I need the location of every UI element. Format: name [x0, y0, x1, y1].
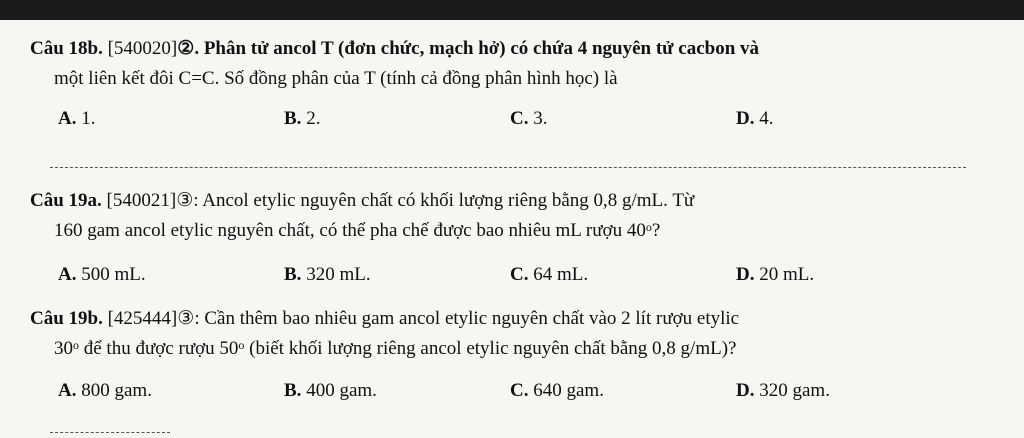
question-text: : Cần thêm bao nhiêu gam ancol etylic nguyên chất vào 2 lít rượu etylic — [194, 308, 740, 329]
document-page — [0, 20, 1024, 438]
question-label: Câu 18b. — [30, 38, 103, 59]
answer-option: B. 400 gam. — [284, 380, 377, 401]
difficulty-mark: ② — [177, 38, 195, 59]
question-text: . Phân tử ancol T (đơn chức, mạch hở) có chứa 4 nguyên tử cacbon và — [194, 38, 760, 59]
answer-option: C. 3. — [510, 108, 548, 129]
dashed-divider — [50, 167, 966, 168]
answers-19a — [58, 264, 958, 294]
question-code: [425444] — [107, 308, 178, 329]
answer-option: B. 2. — [284, 108, 321, 129]
answer-option: D. 20 mL. — [736, 264, 815, 285]
difficulty-mark: ③ — [176, 190, 194, 211]
question-text: : Ancol etylic nguyên chất có khối lượng riêng bằng 0,8 g/mL. Từ — [193, 190, 695, 211]
answers-19b — [58, 380, 958, 410]
answer-option: A. 800 gam. — [58, 380, 152, 401]
question-18b-line2: một liên kết đôi C=C. Số đồng phân của T (tính cả đồng phân hình học) là — [54, 68, 618, 89]
question-code: [540021] — [106, 190, 177, 211]
answer-option: A. 1. — [58, 108, 96, 129]
question-code: [540020] — [107, 38, 178, 59]
question-19a-line1 — [30, 186, 990, 216]
question-label: Câu 19a. — [30, 190, 102, 211]
dashed-divider — [50, 432, 170, 433]
answer-option: D. 320 gam. — [736, 380, 830, 401]
question-19b-line2: 30$^o$ để thu được rượu 50$^o$ (biết khối lượng riêng ancol etylic nguyên chất bằng 0,8 g/mL)? — [54, 338, 737, 359]
difficulty-mark: ③ — [177, 308, 195, 329]
question-19a-line2: 160 gam ancol etylic nguyên chất, có thể pha chế được bao nhiêu mL rượu 40$^o$? — [54, 220, 661, 241]
question-label: Câu 19b. — [30, 308, 103, 329]
question-19b-line1 — [30, 304, 990, 334]
question-18b-line1 — [30, 34, 990, 64]
question-19b — [30, 304, 990, 364]
question-19a — [30, 186, 990, 246]
answer-option: C. 64 mL. — [510, 264, 589, 285]
question-18b — [30, 34, 990, 94]
answer-option: C. 640 gam. — [510, 380, 604, 401]
answer-option: D. 4. — [736, 108, 774, 129]
answer-option: A. 500 mL. — [58, 264, 146, 285]
answers-18b — [58, 108, 958, 138]
answer-option: B. 320 mL. — [284, 264, 371, 285]
